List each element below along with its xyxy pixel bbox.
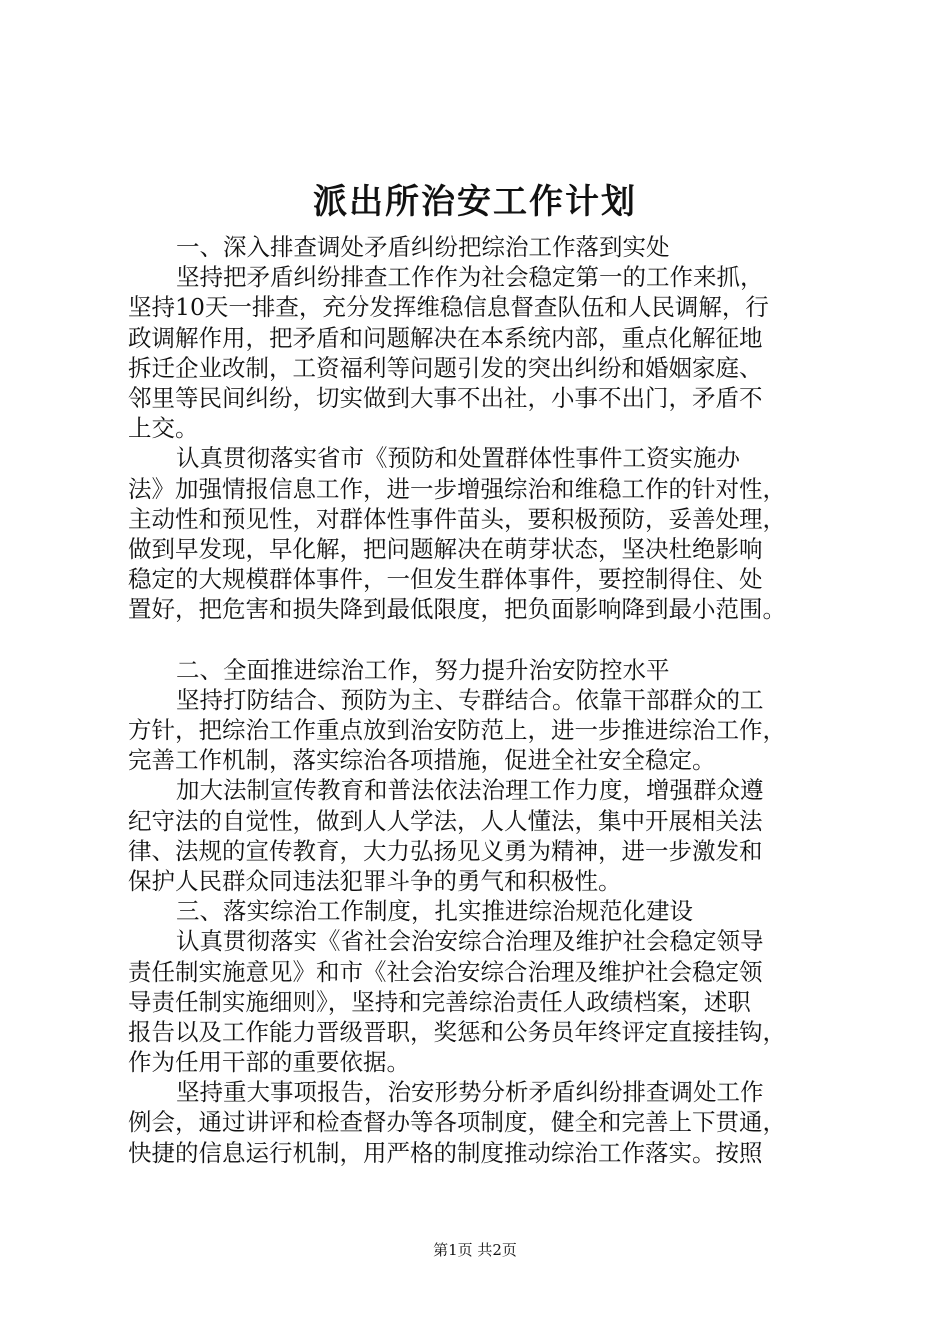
text-line: 法》加强情报信息工作，进一步增强综治和维稳工作的针对性，: [128, 474, 786, 503]
text-line: 稳定的大规模群体事件，一但发生群体事件，要控制得住、处: [128, 565, 763, 594]
page-footer: 第1页 共2页: [433, 1241, 517, 1259]
text-line: 拆迁企业改制，工资福利等问题引发的突出纠纷和婚姻家庭、: [128, 353, 763, 382]
text-line: 坚持10天一排查，充分发挥维稳信息督查队伍和人民调解，行: [128, 293, 769, 322]
text-line: 加大法制宣传教育和普法依法治理工作力度，增强群众遵: [176, 776, 764, 805]
text-line: 二、全面推进综治工作，努力提升治安防控水平: [176, 655, 670, 684]
text-line: 保护人民群众同违法犯罪斗争的勇气和积极性。: [128, 866, 622, 895]
text-line: 坚持把矛盾纠纷排查工作作为社会稳定第一的工作来抓，: [176, 263, 764, 292]
text-line: 主动性和预见性，对群体性事件苗头，要积极预防，妥善处理，: [128, 504, 786, 533]
text-line: 邻里等民间纠纷，切实做到大事不出社，小事不出门，矛盾不: [128, 383, 763, 412]
text-line: 认真贯彻落实《省社会治安综合治理及维护社会稳定领导: [176, 927, 764, 956]
text-line: 坚持重大事项报告，治安形势分析矛盾纠纷排查调处工作: [176, 1078, 764, 1107]
text-line: 认真贯彻落实省市《预防和处置群体性事件工资实施办: [176, 444, 740, 473]
text-line: 置好，把危害和损失降到最低限度，把负面影响降到最小范围。: [128, 595, 786, 624]
blank-line: [128, 624, 850, 654]
text-line: 做到早发现，早化解，把问题解决在萌芽状态，坚决杜绝影响: [128, 534, 763, 563]
document-title: 派出所治安工作计划: [313, 182, 637, 222]
text-line: 快捷的信息运行机制，用严格的制度推动综治工作落实。按照: [128, 1138, 763, 1167]
text-line: 政调解作用，把矛盾和问题解决在本系统内部，重点化解征地: [128, 323, 763, 352]
text-line: 一、深入排查调处矛盾纠纷把综治工作落到实处: [176, 233, 670, 261]
text-line: 坚持打防结合、预防为主、专群结合。依靠干部群众的工: [176, 685, 764, 714]
text-line: 导责任制实施细则》，坚持和完善综治责任人政绩档案，述职: [128, 987, 751, 1016]
text-line: 律、法规的宣传教育，大力弘扬见义勇为精神，进一步激发和: [128, 836, 763, 865]
document-body: [128, 232, 850, 1168]
text-line: 三、落实综治工作制度，扎实推进综治规范化建设: [176, 897, 693, 926]
text-line: 作为任用干部的重要依据。: [128, 1048, 410, 1077]
text-line: 纪守法的自觉性，做到人人学法，人人懂法，集中开展相关法: [128, 806, 763, 835]
text-line: 例会，通过讲评和检查督办等各项制度，健全和完善上下贯通，: [128, 1108, 786, 1137]
text-line: 报告以及工作能力晋级晋职，奖惩和公务员年终评定直接挂钩，: [128, 1017, 786, 1046]
text-line: 方针，把综治工作重点放到治安防范上，进一步推进综治工作，: [128, 716, 786, 744]
text-line: 完善工作机制，落实综治各项措施，促进全社安全稳定。: [128, 746, 716, 775]
text-line: 上交。: [128, 414, 199, 443]
text-line: 责任制实施意见》和市《社会治安综合治理及维护社会稳定领: [128, 957, 763, 986]
